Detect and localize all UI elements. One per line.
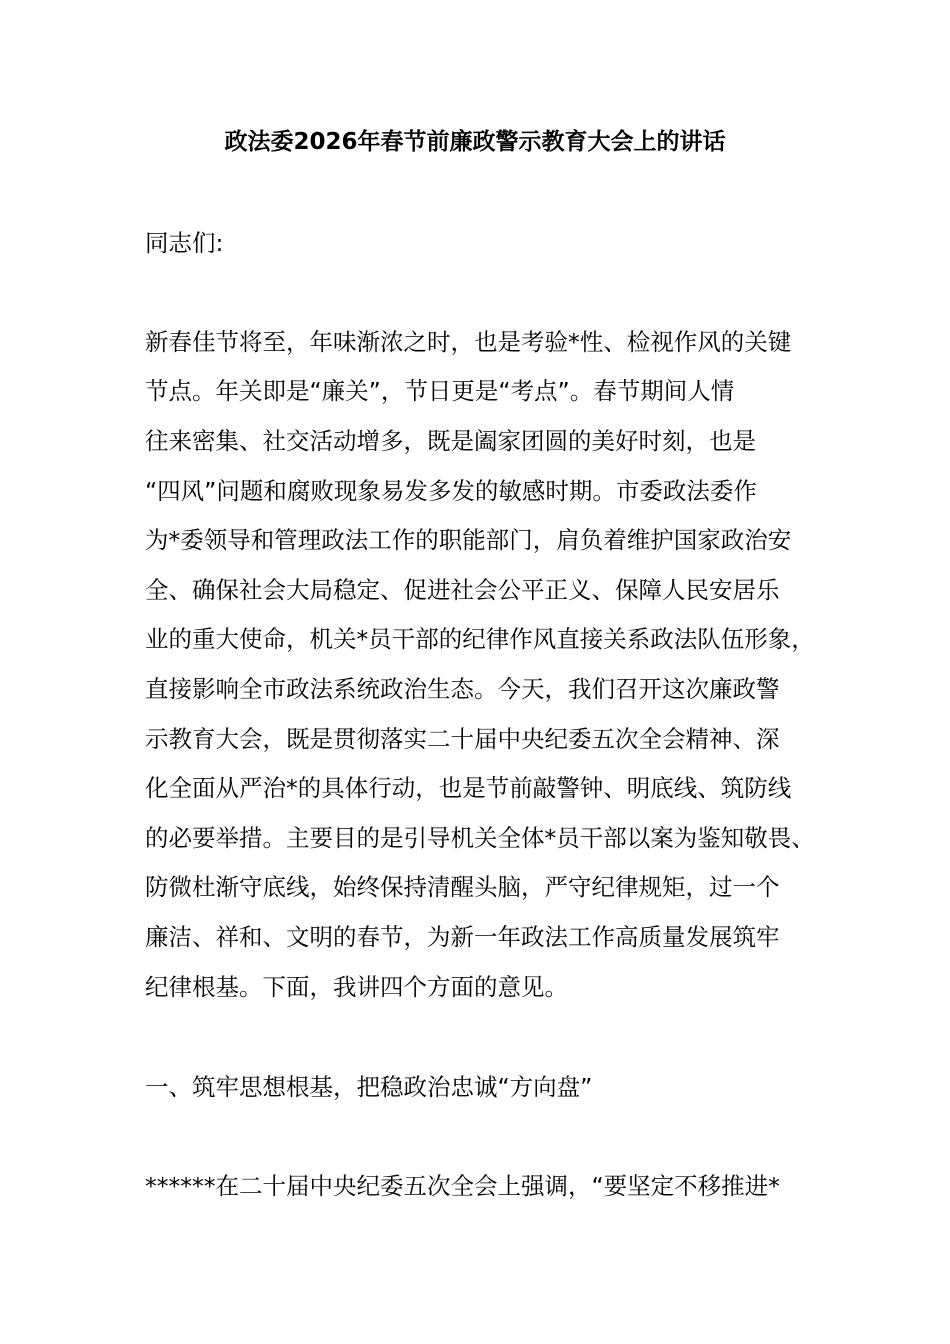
paragraph-line: 为*委领导和管理政法工作的职能部门，肩负着维护国家政治安 — [145, 526, 792, 554]
section-heading: 一、筑牢思想根基，把稳政治忠诚“方向盘” — [145, 1073, 593, 1101]
paragraph-line: 防微杜渐守底线，始终保持清醒头脑，严守纪律规矩，过一个 — [145, 873, 780, 901]
paragraph-line: 节点。年关即是“廉关”，节日更是“考点”。春节期间人情 — [145, 377, 735, 405]
paragraph-line: 全、确保社会大局稳定、促进社会公平正义、保障人民安居乐 — [145, 576, 780, 604]
paragraph-line: ******在二十届中央纪委五次全会上强调，“要坚定不移推进* — [145, 1172, 780, 1200]
paragraph-line: 往来密集、社交活动增多，既是阖家团圆的美好时刻，也是 — [145, 427, 756, 455]
paragraph-line: 直接影响全市政法系统政治生态。今天，我们召开这次廉政警 — [145, 675, 780, 703]
document-title: 政法委2026年春节前廉政警示教育大会上的讲话 — [224, 129, 726, 155]
paragraph-line: “四风”问题和腐败现象易发多发的敏感时期。市委政法委作 — [145, 477, 757, 505]
paragraph-line: 的必要举措。主要目的是引导机关全体*员干部以案为鉴知敬畏、 — [145, 824, 815, 852]
paragraph-line: 化全面从严治*的具体行动，也是节前敲警钟、明底线、筑防线 — [145, 774, 792, 802]
salutation: 同志们: — [145, 229, 224, 257]
paragraph-line: 业的重大使命，机关*员干部的纪律作风直接关系政法队伍形象， — [145, 625, 815, 653]
paragraph-line: 纪律根基。下面，我讲四个方面的意见。 — [145, 973, 568, 1001]
paragraph-line: 示教育大会，既是贯彻落实二十届中央纪委五次全会精神、深 — [145, 725, 780, 753]
paragraph-line: 廉洁、祥和、文明的春节，为新一年政法工作高质量发展筑牢 — [145, 923, 780, 951]
paragraph-line: 新春佳节将至，年味渐浓之时，也是考验*性、检视作风的关键 — [145, 328, 792, 356]
